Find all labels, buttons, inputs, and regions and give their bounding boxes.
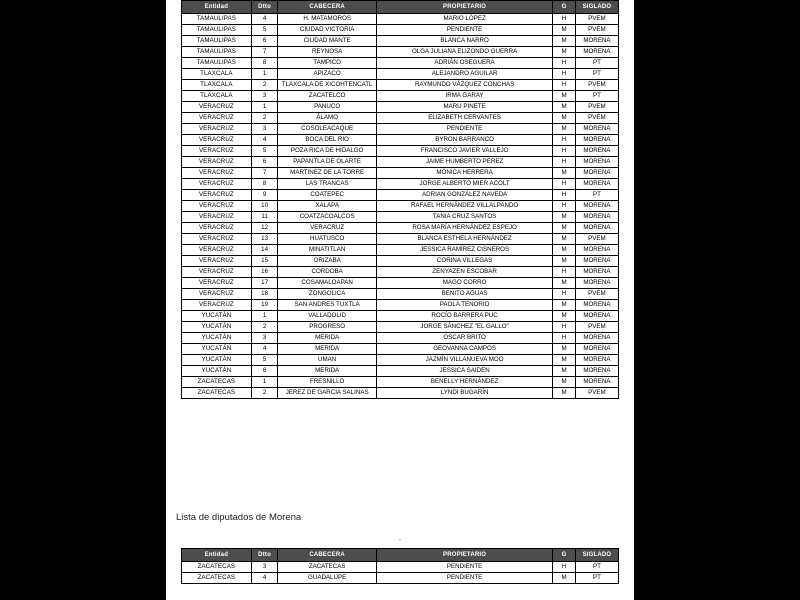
cell-propietario: BYRON BARRANCO xyxy=(376,135,552,146)
cell-cabecera: PROGRESO xyxy=(278,322,376,333)
table-row xyxy=(182,14,619,25)
cell-cabecera: JEREZ DE GARCIA SALINAS xyxy=(278,388,376,399)
cell-genero: M xyxy=(553,91,576,102)
cell-genero: M xyxy=(553,234,576,245)
cell-dtto: 2 xyxy=(251,388,278,399)
document-caption: Lista de diputados de Morena xyxy=(176,512,302,523)
cell-cabecera: GUADALUPE xyxy=(278,573,376,584)
table-row xyxy=(182,113,619,124)
cell-genero: M xyxy=(553,388,576,399)
cell-propietario: BLANCA NARRO xyxy=(376,36,552,47)
cell-siglado: MORENA xyxy=(575,333,618,344)
cell-genero: H xyxy=(553,58,576,69)
cell-siglado: MORENA xyxy=(575,124,618,135)
cell-entidad: VERACRUZ xyxy=(182,179,252,190)
cell-entidad: YUCATÁN xyxy=(182,311,252,322)
cell-cabecera: HUATUSCO xyxy=(278,234,376,245)
cell-propietario: RAFAEL HERNÁNDEZ VILLALPANDO xyxy=(376,201,552,212)
cell-cabecera: MERIDA xyxy=(278,333,376,344)
cell-genero: M xyxy=(553,223,576,234)
table-row xyxy=(182,333,619,344)
cell-entidad: TLAXCALA xyxy=(182,80,252,91)
cell-dtto: 18 xyxy=(251,289,278,300)
cell-siglado: MORENA xyxy=(575,344,618,355)
cell-dtto: 1 xyxy=(251,102,278,113)
cell-genero: M xyxy=(553,212,576,223)
cell-siglado: MORENA xyxy=(575,267,618,278)
cell-dtto: 14 xyxy=(251,245,278,256)
cell-siglado: MORENA xyxy=(575,355,618,366)
page-break-area xyxy=(166,527,634,545)
table-row xyxy=(182,256,619,267)
col-header-dtto: Dtto xyxy=(251,549,278,562)
col-header-siglado: SIGLADO xyxy=(575,1,618,14)
cell-dtto: 3 xyxy=(251,91,278,102)
cell-dtto: 7 xyxy=(251,168,278,179)
cell-siglado: MORENA xyxy=(575,168,618,179)
col-header-entidad: Entidad xyxy=(182,1,252,14)
cell-propietario: MAGO CORRO xyxy=(376,278,552,289)
cell-siglado: PVEM xyxy=(575,113,618,124)
table-row xyxy=(182,573,619,584)
cell-dtto: 10 xyxy=(251,201,278,212)
cell-siglado: PT xyxy=(575,91,618,102)
cell-siglado: MORENA xyxy=(575,146,618,157)
cell-dtto: 2 xyxy=(251,322,278,333)
cell-propietario: PENDIENTE xyxy=(376,562,552,573)
table-row xyxy=(182,388,619,399)
cell-genero: H xyxy=(553,289,576,300)
cell-siglado: MORENA xyxy=(575,212,618,223)
table-row xyxy=(182,168,619,179)
table-row xyxy=(182,190,619,201)
cell-entidad: YUCATÁN xyxy=(182,355,252,366)
cell-cabecera: COATEPEC xyxy=(278,190,376,201)
cell-dtto: 5 xyxy=(251,355,278,366)
cell-genero: H xyxy=(553,69,576,80)
cell-siglado: PVEM xyxy=(575,234,618,245)
cell-genero: H xyxy=(553,146,576,157)
table-row xyxy=(182,179,619,190)
cell-propietario: ELIZABETH CERVANTES xyxy=(376,113,552,124)
cell-cabecera: LAS TRANCAS xyxy=(278,179,376,190)
table-row xyxy=(182,355,619,366)
cell-propietario: BLANCA ESTHELA HERNÁNDEZ xyxy=(376,234,552,245)
cell-entidad: YUCATÁN xyxy=(182,322,252,333)
table-row xyxy=(182,300,619,311)
cell-siglado: PVEM xyxy=(575,25,618,36)
cell-siglado: MORENA xyxy=(575,36,618,47)
cell-entidad: VERACRUZ xyxy=(182,190,252,201)
table-header-row xyxy=(182,1,619,14)
cell-dtto: 8 xyxy=(251,179,278,190)
cell-entidad: VERACRUZ xyxy=(182,135,252,146)
cell-propietario: LYNDI BUGARÍN xyxy=(376,388,552,399)
cell-entidad: VERACRUZ xyxy=(182,223,252,234)
cell-siglado: MORENA xyxy=(575,366,618,377)
cell-entidad: TLAXCALA xyxy=(182,91,252,102)
table-row xyxy=(182,25,619,36)
table-row xyxy=(182,377,619,388)
cell-siglado: MORENA xyxy=(575,157,618,168)
cell-genero: H xyxy=(553,322,576,333)
cell-entidad: TLAXCALA xyxy=(182,69,252,80)
cell-propietario: MARIO LÓPEZ xyxy=(376,14,552,25)
cell-entidad: VERACRUZ xyxy=(182,245,252,256)
cell-cabecera: TAMPICO xyxy=(278,58,376,69)
cell-siglado: MORENA xyxy=(575,47,618,58)
cell-dtto: 4 xyxy=(251,344,278,355)
cell-dtto: 5 xyxy=(251,25,278,36)
table-row xyxy=(182,47,619,58)
cell-genero: M xyxy=(553,366,576,377)
cell-dtto: 5 xyxy=(251,146,278,157)
cell-dtto: 3 xyxy=(251,562,278,573)
cell-genero: M xyxy=(553,47,576,58)
cell-propietario: PAOLA TENORIO xyxy=(376,300,552,311)
col-header-g: G xyxy=(553,1,576,14)
cell-cabecera: VALLADOLID xyxy=(278,311,376,322)
table-row xyxy=(182,234,619,245)
table-row xyxy=(182,366,619,377)
cell-dtto: 1 xyxy=(251,311,278,322)
cell-cabecera: SAN ANDRES TUXTLA xyxy=(278,300,376,311)
cell-propietario: ZENYAZEN ESCOBAR xyxy=(376,267,552,278)
cell-cabecera: CORDOBA xyxy=(278,267,376,278)
cell-entidad: YUCATÁN xyxy=(182,366,252,377)
cell-genero: M xyxy=(553,25,576,36)
table-body-bottom xyxy=(182,562,619,584)
table-row xyxy=(182,69,619,80)
cell-genero: M xyxy=(553,168,576,179)
cell-propietario: ALEJANDRO AGUILAR xyxy=(376,69,552,80)
table-row xyxy=(182,124,619,135)
cell-cabecera: ZACATECAS xyxy=(278,562,376,573)
cell-dtto: 1 xyxy=(251,69,278,80)
cell-entidad: VERACRUZ xyxy=(182,289,252,300)
cell-genero: H xyxy=(553,135,576,146)
cell-cabecera: APIZACO xyxy=(278,69,376,80)
cell-cabecera: ORIZABA xyxy=(278,256,376,267)
table-header-row xyxy=(182,549,619,562)
cell-propietario: ROCÍO BARRERA PUC xyxy=(376,311,552,322)
cell-propietario: OSCAR BRITO xyxy=(376,333,552,344)
cell-siglado: PVEM xyxy=(575,388,618,399)
cell-dtto: 12 xyxy=(251,223,278,234)
cell-siglado: MORENA xyxy=(575,377,618,388)
cell-cabecera: COSAMALOAPAN xyxy=(278,278,376,289)
cell-cabecera: FRESNILLO xyxy=(278,377,376,388)
table-row xyxy=(182,146,619,157)
cell-genero: M xyxy=(553,278,576,289)
table-body-top xyxy=(182,14,619,399)
cell-genero: M xyxy=(553,124,576,135)
cell-siglado: MORENA xyxy=(575,256,618,267)
table-top-container xyxy=(166,0,634,399)
cell-entidad: TAMAULIPAS xyxy=(182,25,252,36)
cell-dtto: 6 xyxy=(251,157,278,168)
table-row xyxy=(182,135,619,146)
cell-propietario: BENELLY HERNÁNDEZ xyxy=(376,377,552,388)
cell-propietario: ADRIÁN OSEGUERA xyxy=(376,58,552,69)
cell-siglado: PVEM xyxy=(575,80,618,91)
cell-dtto: 15 xyxy=(251,256,278,267)
cell-propietario: MARU PINETE xyxy=(376,102,552,113)
cell-genero: H xyxy=(553,267,576,278)
cell-propietario: PENDIENTE xyxy=(376,124,552,135)
cell-entidad: VERACRUZ xyxy=(182,256,252,267)
col-header-entidad: Entidad xyxy=(182,549,252,562)
cell-propietario: OLGA JULIANA ELIZONDO GUERRA xyxy=(376,47,552,58)
cell-dtto: 9 xyxy=(251,190,278,201)
cell-siglado: MORENA xyxy=(575,201,618,212)
cell-dtto: 4 xyxy=(251,135,278,146)
cell-entidad: VERACRUZ xyxy=(182,234,252,245)
separator-mark: . xyxy=(398,533,402,542)
cell-propietario: RAYMUNDO VÁZQUEZ CONCHAS xyxy=(376,80,552,91)
cell-cabecera: MARTINEZ DE LA TORRE xyxy=(278,168,376,179)
cell-dtto: 4 xyxy=(251,573,278,584)
cell-siglado: MORENA xyxy=(575,135,618,146)
cell-dtto: 11 xyxy=(251,212,278,223)
cell-propietario: ROSA MARÍA HERNÁNDEZ ESPEJO xyxy=(376,223,552,234)
col-header-g: G xyxy=(553,549,576,562)
cell-dtto: 19 xyxy=(251,300,278,311)
document-sheet xyxy=(166,0,634,600)
cell-cabecera: VERACRUZ xyxy=(278,223,376,234)
table-row xyxy=(182,91,619,102)
cell-cabecera: H. MATAMOROS xyxy=(278,14,376,25)
cell-genero: M xyxy=(553,102,576,113)
cell-dtto: 6 xyxy=(251,36,278,47)
cell-cabecera: POZA RICA DE HIDALGO xyxy=(278,146,376,157)
cell-siglado: PT xyxy=(575,69,618,80)
cell-cabecera: REYNOSA xyxy=(278,47,376,58)
cell-cabecera: ZONGOLICA xyxy=(278,289,376,300)
cell-entidad: VERACRUZ xyxy=(182,124,252,135)
cell-propietario: PENDIENTE xyxy=(376,25,552,36)
cell-genero: M xyxy=(553,355,576,366)
cell-genero: H xyxy=(553,157,576,168)
table-row xyxy=(182,36,619,47)
table-row xyxy=(182,245,619,256)
cell-propietario: JAZMÍN VILLANUEVA MOO xyxy=(376,355,552,366)
cell-entidad: VERACRUZ xyxy=(182,168,252,179)
cell-entidad: TAMAULIPAS xyxy=(182,14,252,25)
cell-propietario: CORINA VILLEGAS xyxy=(376,256,552,267)
cell-cabecera: PAPANTLA DE OLARTE xyxy=(278,157,376,168)
cell-propietario: PENDIENTE xyxy=(376,573,552,584)
cell-entidad: VERACRUZ xyxy=(182,146,252,157)
cell-entidad: TAMAULIPAS xyxy=(182,58,252,69)
table-row xyxy=(182,212,619,223)
cell-cabecera: XALAPA xyxy=(278,201,376,212)
cell-propietario: TANIA CRUZ SANTOS xyxy=(376,212,552,223)
cell-genero: H xyxy=(553,179,576,190)
cell-siglado: PT xyxy=(575,190,618,201)
cell-siglado: MORENA xyxy=(575,311,618,322)
cell-cabecera: UMAN xyxy=(278,355,376,366)
cell-propietario: MÓNICA HERRERA xyxy=(376,168,552,179)
cell-entidad: TAMAULIPAS xyxy=(182,36,252,47)
cell-siglado: MORENA xyxy=(575,300,618,311)
cell-cabecera: ÁLAMO xyxy=(278,113,376,124)
cell-dtto: 8 xyxy=(251,58,278,69)
cell-dtto: 6 xyxy=(251,366,278,377)
cell-entidad: VERACRUZ xyxy=(182,201,252,212)
cell-cabecera: MERIDA xyxy=(278,366,376,377)
cell-entidad: YUCATÁN xyxy=(182,344,252,355)
cell-dtto: 1 xyxy=(251,377,278,388)
cell-propietario: JAIME HUMBERTO PEREZ xyxy=(376,157,552,168)
cell-genero: H xyxy=(553,562,576,573)
table-row xyxy=(182,58,619,69)
cell-dtto: 2 xyxy=(251,113,278,124)
table-row xyxy=(182,102,619,113)
table-row xyxy=(182,311,619,322)
cell-dtto: 4 xyxy=(251,14,278,25)
cell-genero: M xyxy=(553,245,576,256)
col-header-cabecera: CABECERA xyxy=(278,1,376,14)
table-row xyxy=(182,201,619,212)
cell-siglado: PT xyxy=(575,562,618,573)
cell-genero: M xyxy=(553,377,576,388)
cell-cabecera: MINATITLAN xyxy=(278,245,376,256)
cell-entidad: YUCATÁN xyxy=(182,333,252,344)
cell-entidad: ZACATECAS xyxy=(182,388,252,399)
cell-cabecera: CIUDAD MANTE xyxy=(278,36,376,47)
cell-propietario: JORGE SÁNCHEZ "EL GALLO" xyxy=(376,322,552,333)
cell-propietario: ADRIAN GONZÁLEZ NAVEDA xyxy=(376,190,552,201)
cell-cabecera: CIUDAD VICTORIA xyxy=(278,25,376,36)
cell-genero: M xyxy=(553,300,576,311)
cell-siglado: MORENA xyxy=(575,179,618,190)
cell-dtto: 17 xyxy=(251,278,278,289)
cell-cabecera: BOCA DEL RIO xyxy=(278,135,376,146)
cell-siglado: PVEM xyxy=(575,14,618,25)
table-bottom-container xyxy=(166,548,634,584)
cell-siglado: MORENA xyxy=(575,278,618,289)
diputados-table-top xyxy=(181,0,619,399)
table-row xyxy=(182,223,619,234)
table-row xyxy=(182,267,619,278)
diputados-table-bottom xyxy=(181,548,619,584)
col-header-dtto: Dtto xyxy=(251,1,278,14)
cell-siglado: PVEM xyxy=(575,102,618,113)
cell-genero: M xyxy=(553,311,576,322)
table-row xyxy=(182,322,619,333)
cell-dtto: 13 xyxy=(251,234,278,245)
table-row xyxy=(182,278,619,289)
cell-dtto: 2 xyxy=(251,80,278,91)
cell-entidad: VERACRUZ xyxy=(182,278,252,289)
cell-siglado: MORENA xyxy=(575,223,618,234)
cell-propietario: IRMA GARAY xyxy=(376,91,552,102)
cell-propietario: BENITO AGUAS xyxy=(376,289,552,300)
table-row xyxy=(182,289,619,300)
cell-genero: H xyxy=(553,14,576,25)
cell-siglado: PVEM xyxy=(575,289,618,300)
cell-propietario: JESSICA SAIDEN xyxy=(376,366,552,377)
cell-siglado: PT xyxy=(575,573,618,584)
col-header-siglado: SIGLADO xyxy=(575,549,618,562)
table-row xyxy=(182,157,619,168)
cell-entidad: ZACATECAS xyxy=(182,377,252,388)
cell-entidad: VERACRUZ xyxy=(182,113,252,124)
cell-siglado: MORENA xyxy=(575,245,618,256)
cell-genero: H xyxy=(553,333,576,344)
cell-genero: H xyxy=(553,80,576,91)
table-header-top xyxy=(182,1,619,14)
cell-entidad: ZACATECAS xyxy=(182,562,252,573)
cell-dtto: 7 xyxy=(251,47,278,58)
cell-siglado: PT xyxy=(575,58,618,69)
cell-dtto: 3 xyxy=(251,124,278,135)
col-header-cabecera: CABECERA xyxy=(278,549,376,562)
table-row xyxy=(182,344,619,355)
cell-dtto: 16 xyxy=(251,267,278,278)
cell-genero: M xyxy=(553,36,576,47)
cell-cabecera: MERIDA xyxy=(278,344,376,355)
table-header-bottom xyxy=(182,549,619,562)
cell-entidad: VERACRUZ xyxy=(182,300,252,311)
cell-propietario: FRANCISCO JAVIER VALLEJO xyxy=(376,146,552,157)
col-header-propietario: PROPIETARIO xyxy=(376,1,552,14)
table-row xyxy=(182,80,619,91)
table-row xyxy=(182,562,619,573)
cell-genero: M xyxy=(553,256,576,267)
cell-entidad: ZACATECAS xyxy=(182,573,252,584)
cell-genero: H xyxy=(553,190,576,201)
cell-propietario: GEOVANNA CAMPOS xyxy=(376,344,552,355)
cell-cabecera: TLAXCALA DE XICOHTENCATL xyxy=(278,80,376,91)
col-header-propietario: PROPIETARIO xyxy=(376,549,552,562)
cell-genero: M xyxy=(553,573,576,584)
cell-genero: M xyxy=(553,113,576,124)
cell-cabecera: ZACATELCO xyxy=(278,91,376,102)
cell-dtto: 3 xyxy=(251,333,278,344)
cell-entidad: VERACRUZ xyxy=(182,157,252,168)
cell-genero: M xyxy=(553,344,576,355)
cell-genero: H xyxy=(553,201,576,212)
cell-entidad: VERACRUZ xyxy=(182,212,252,223)
cell-entidad: VERACRUZ xyxy=(182,267,252,278)
cell-propietario: JESSICA RAMÍREZ CISNEROS xyxy=(376,245,552,256)
cell-entidad: VERACRUZ xyxy=(182,102,252,113)
cell-cabecera: PANUCO xyxy=(278,102,376,113)
cell-cabecera: COATZACOALCOS xyxy=(278,212,376,223)
cell-entidad: TAMAULIPAS xyxy=(182,47,252,58)
cell-propietario: JORGE ALBERTO MIER ACOLT xyxy=(376,179,552,190)
cell-cabecera: COSOLEACAQUE xyxy=(278,124,376,135)
cell-siglado: PVEM xyxy=(575,322,618,333)
